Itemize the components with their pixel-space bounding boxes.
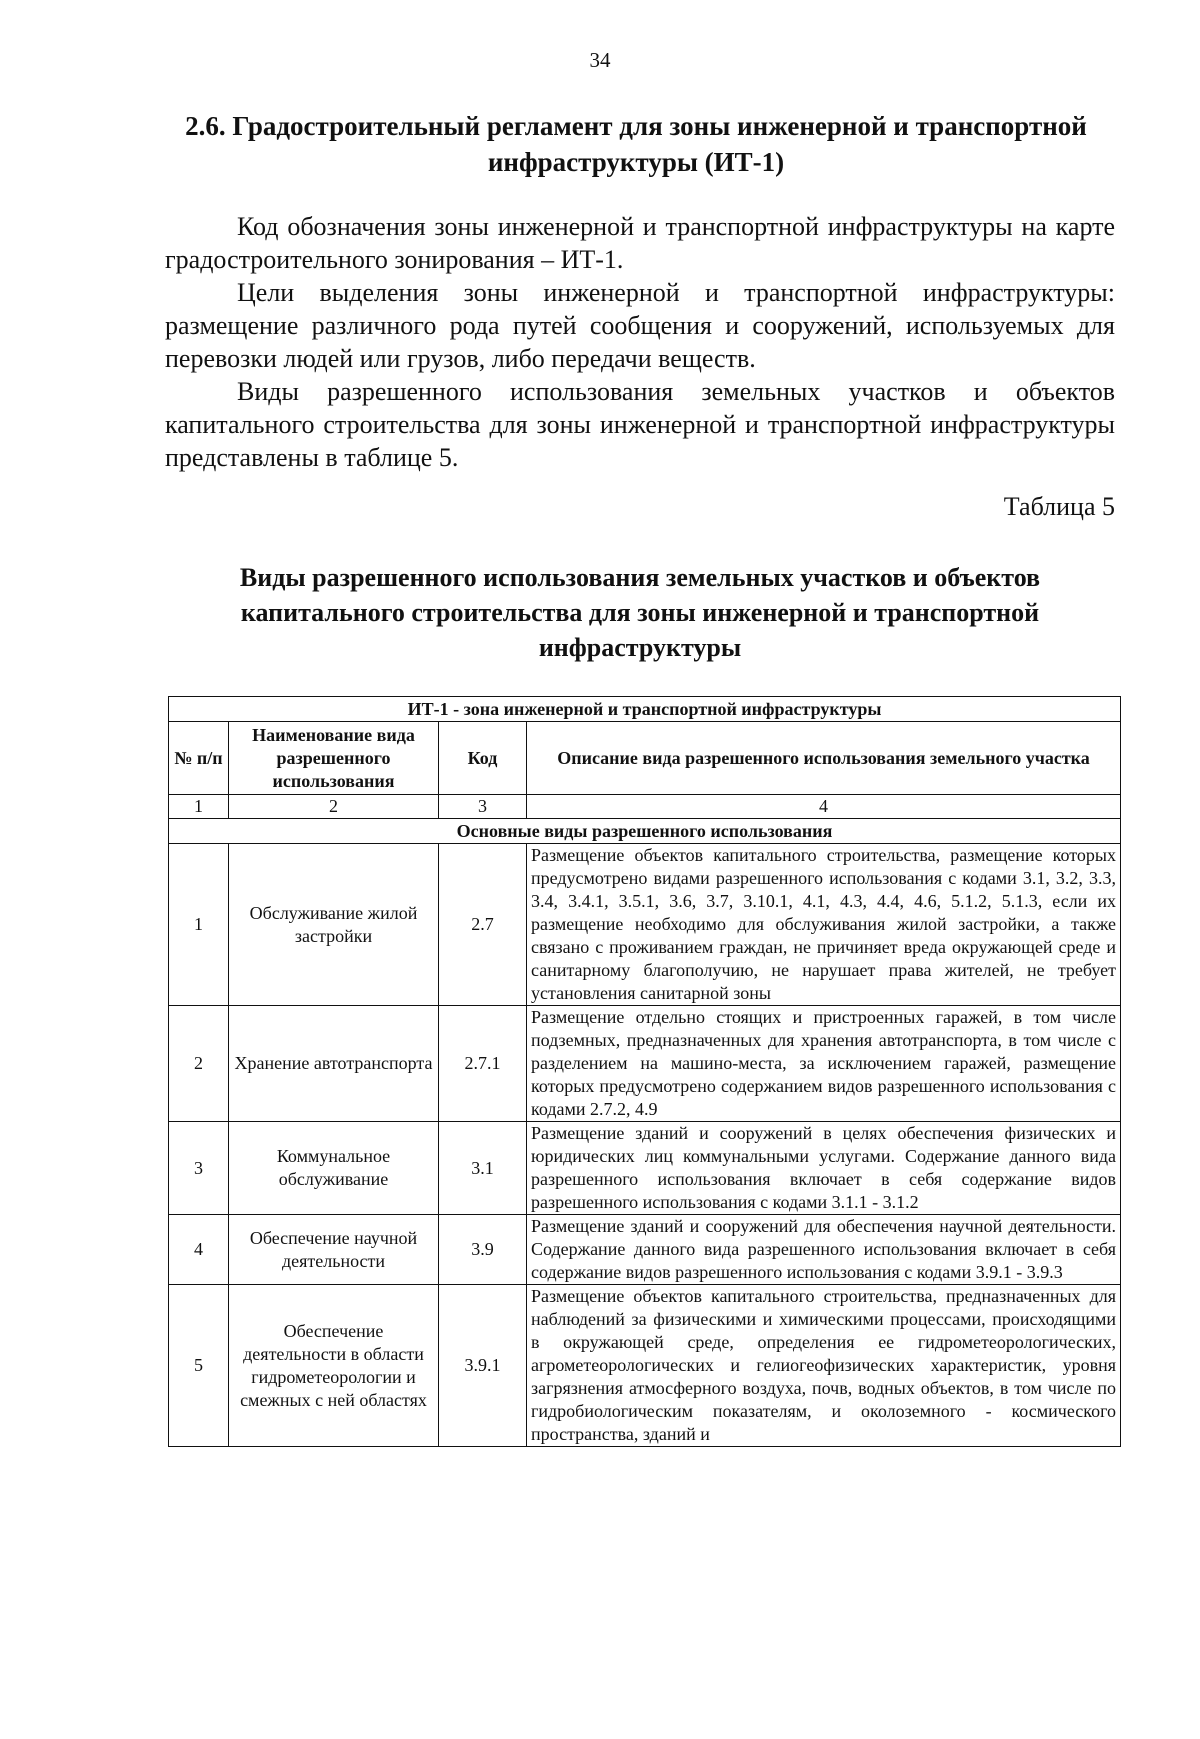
- row-code: 3.1: [439, 1122, 527, 1215]
- table-caption: Таблица 5: [1003, 492, 1115, 521]
- table-row: [169, 1285, 1121, 1447]
- row-number: 5: [169, 1285, 229, 1447]
- row-name: Обслуживание жилой застройки: [229, 844, 439, 1006]
- group-header-row: [169, 819, 1121, 844]
- row-name: Обеспечение научной деятельности: [229, 1215, 439, 1285]
- row-number: 3: [169, 1122, 229, 1215]
- row-description: Размещение объектов капитального строительства, размещение которых предусмотрено видами разрешенного использования с кодами 3.1, 3.2, 3.3, 3.4, 3.4.1, 3.5.1, 3.6, 3.7, 3.10.1, 4.1, 4.3, 4.4, 4.6, 5.1.2, 5.1.3, если их размещение необходимо для обслуживания жилой застройки, а также связано с проживанием граждан, не причиняет вреда окружающей среде и санитарному благополучию, не нарушает права жителей, не требует установления санитарной зоны: [527, 844, 1121, 1006]
- column-number: 3: [439, 795, 527, 819]
- column-number: 1: [169, 795, 229, 819]
- table-title: Виды разрешенного использования земельных участков и объектов капитального строительства для зоны инженерной и транспортной инфраструктуры: [239, 563, 1041, 662]
- row-code: 3.9.1: [439, 1285, 527, 1447]
- zone-header: ИТ-1 - зона инженерной и транспортной инфраструктуры: [169, 697, 1121, 722]
- row-code: 3.9: [439, 1215, 527, 1285]
- row-number: 1: [169, 844, 229, 1006]
- row-description: Размещение объектов капитального строительства, предназначенных для наблюдений за физическими и химическими процессами, происходящими в окружающей среде, определения ее гидрометеорологических, агрометеорологических и гелиогеофизических характеристик, уровня загрязнения атмосферного воздуха, почв, водных объектов, в том числе по гидробиологическим показателям, и околоземного - космического пространства, зданий и: [527, 1285, 1121, 1447]
- row-code: 2.7.1: [439, 1006, 527, 1122]
- row-name: Обеспечение деятельности в области гидрометеорологии и смежных с ней областях: [229, 1285, 439, 1447]
- zone-header-row: [169, 697, 1121, 722]
- page-number: 34: [589, 48, 611, 72]
- column-header-code: Код: [439, 722, 527, 795]
- row-name: Коммунальное обслуживание: [229, 1122, 439, 1215]
- permitted-use-table: [168, 696, 1121, 1447]
- row-description: Размещение зданий и сооружений в целях обеспечения физических и юридических лиц коммунальными услугами. Содержание данного вида разрешенного использования включает в себя содержание видов разрешенного использования с кодами 3.1.1 - 3.1.2: [527, 1122, 1121, 1215]
- row-code: 2.7: [439, 844, 527, 1006]
- column-header-description: Описание вида разрешенного использования земельного участка: [527, 722, 1121, 795]
- intro-text: [165, 210, 1115, 474]
- table-row: [169, 1006, 1121, 1122]
- row-description: Размещение зданий и сооружений для обеспечения научной деятельности. Содержание данного вида разрешенного использования включает в себя содержание видов разрешенного использования с кодами 3.9.1 - 3.9.3: [527, 1215, 1121, 1285]
- table-row: [169, 1215, 1121, 1285]
- paragraph-zone-goals: Цели выделения зоны инженерной и транспортной инфраструктуры: размещение различного рода путей сообщения и сооружений, используемых для перевозки людей или грузов, либо передачи веществ.: [165, 278, 1115, 373]
- column-header-name: Наименование вида разрешенного использования: [229, 722, 439, 795]
- column-number: 4: [527, 795, 1121, 819]
- column-header-number: № п/п: [169, 722, 229, 795]
- table-row: [169, 1122, 1121, 1215]
- table-row: [169, 844, 1121, 1006]
- column-number-row: [169, 795, 1121, 819]
- paragraph-zone-code: Код обозначения зоны инженерной и транспортной инфраструктуры на карте градостроительного зонирования – ИТ-1.: [165, 212, 1115, 274]
- paragraph-table-reference: Виды разрешенного использования земельных участков и объектов капитального строительства для зоны инженерной и транспортной инфраструктуры представлены в таблице 5.: [165, 377, 1115, 472]
- group-header: Основные виды разрешенного использования: [169, 819, 1121, 844]
- row-description: Размещение отдельно стоящих и пристроенных гаражей, в том числе подземных, предназначенных для хранения автотранспорта, в том числе с разделением на машино-места, за исключением гаражей, размещение которых предусмотрено содержанием видов разрешенного использования с кодами 2.7.2, 4.9: [527, 1006, 1121, 1122]
- column-header-row: [169, 722, 1121, 795]
- row-number: 2: [169, 1006, 229, 1122]
- row-number: 4: [169, 1215, 229, 1285]
- section-title: 2.6. Градостроительный регламент для зоны инженерной и транспортной инфраструктуры (ИТ-1): [185, 111, 1087, 177]
- row-name: Хранение автотранспорта: [229, 1006, 439, 1122]
- column-number: 2: [229, 795, 439, 819]
